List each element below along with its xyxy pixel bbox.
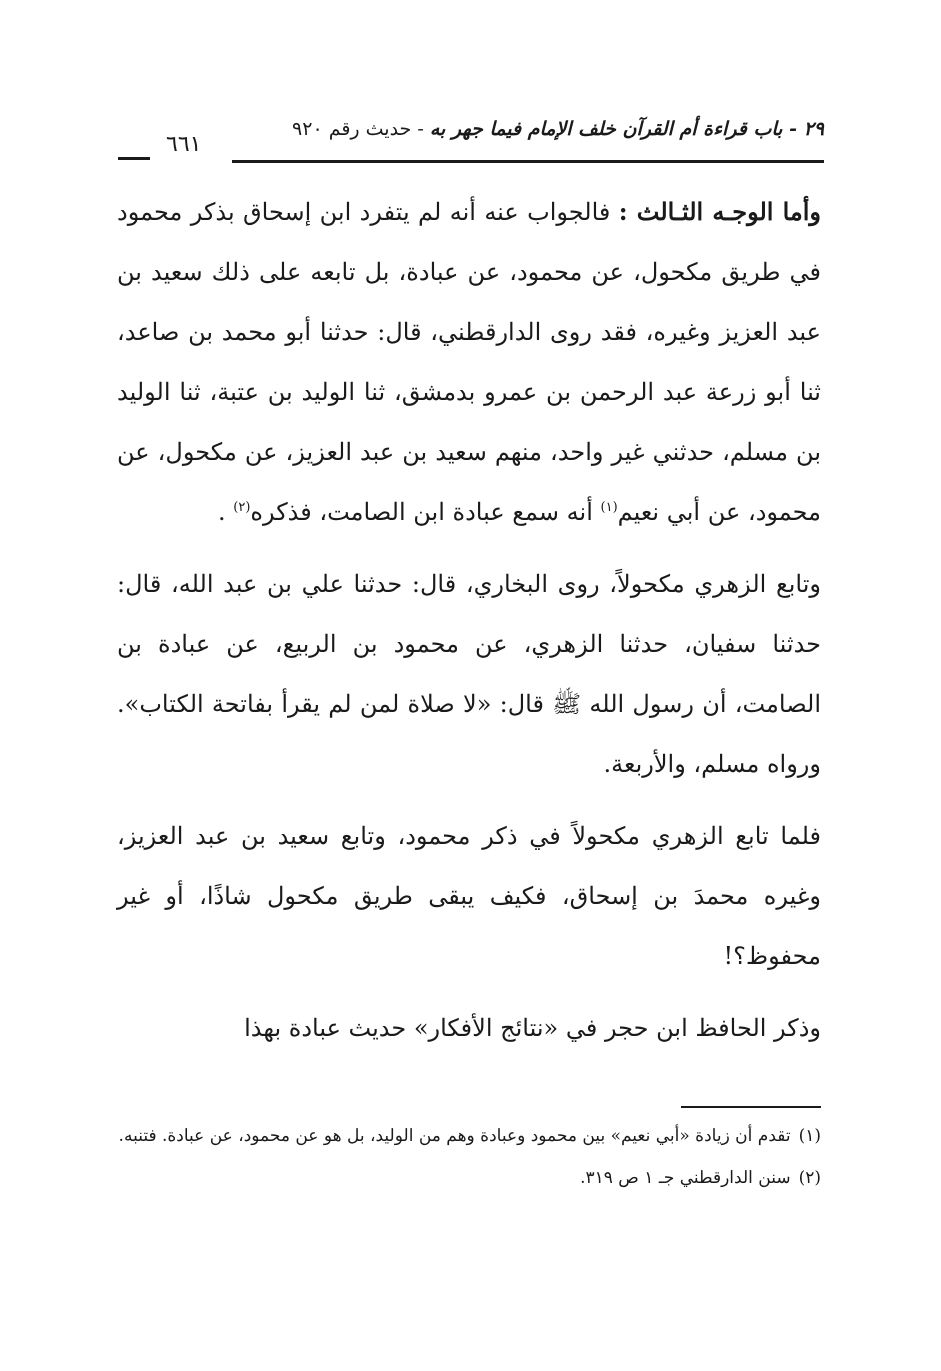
main-text (117, 182, 821, 1058)
chapter-title (292, 118, 824, 140)
paragraph-1-text-c: . (218, 498, 234, 526)
hadith-number-label: حديث رقم ٩٢٠ (292, 118, 412, 140)
footnote-2 (117, 1160, 821, 1196)
header-rule (232, 160, 824, 163)
footnote-rule (681, 1106, 821, 1108)
footnote-1 (117, 1118, 821, 1154)
footnote-ref-2[interactable]: (٢) (233, 500, 251, 515)
paragraph-1 (117, 182, 821, 542)
footnotes (117, 1118, 821, 1202)
paragraph-4: وذكر الحافظ ابن حجر في «نتائج الأفكار» حديث عبادة بهذا (244, 1014, 821, 1042)
paragraph-1-text-a: فالجواب عنه أنه لم يتفرد ابن إسحاق بذكر محمود في طريق مكحول، عن محمود، عن عبادة، بل تابعه على ذلك سعيد بن عبد العزيز وغيره، فقد روى الدارقطني، قال: حدثنا أبو محمد بن صاعد، ثنا أبو زرعة عبد الرحمن بن عمرو بدمشق، ثنا الوليد بن عتبة، ثنا الوليد بن مسلم، حدثني غير واحد، منهم سعيد بن عبد العزيز، عن مكحول، عن محمود، عن أبي نعيم (117, 198, 821, 526)
chapter-title-text: ٢٩ - باب قراءة أم القرآن خلف الإمام فيما جهر به (429, 118, 824, 140)
footnote-2-number: (٢) (798, 1168, 821, 1188)
footnote-1-number: (١) (798, 1126, 821, 1146)
paragraph-1-text-b: أنه سمع عبادة ابن الصامت، فذكره (250, 498, 601, 526)
footnote-2-text: سنن الدارقطني جـ ١ ص ٣١٩. (580, 1168, 791, 1188)
running-header (118, 118, 824, 168)
footnote-ref-1[interactable]: (١) (600, 500, 618, 515)
page-number-dash (118, 157, 150, 160)
paragraph-3: فلما تابع الزهري مكحولاً في ذكر محمود، وتابع سعيد بن عبد العزيز، وغيره محمدَ بن إسحاق، فكيف يبقى طريق مكحول شاذًا، أو غير محفوظ؟! (117, 822, 821, 970)
paragraph-1-lead: وأما الوجـه الثـالث : (618, 197, 821, 226)
page-number: ٦٦١ (166, 132, 202, 157)
header-separator: - (411, 118, 430, 140)
paragraph-2: وتابع الزهري مكحولاً، روى البخاري، قال: حدثنا علي بن عبد الله، قال: حدثنا سفيان، حدثنا الزهري، عن محمود بن الربيع، عن عبادة بن الصامت، أن رسول الله ﷺ قال: «لا صلاة لمن لم يقرأ بفاتحة الكتاب». ورواه مسلم، والأربعة. (117, 570, 822, 778)
footnote-1-text: تقدم أن زيادة «أبي نعيم» بين محمود وعبادة وهم من الوليد، بل هو عن محمود، عن عبادة. فتنبه. (118, 1126, 791, 1146)
